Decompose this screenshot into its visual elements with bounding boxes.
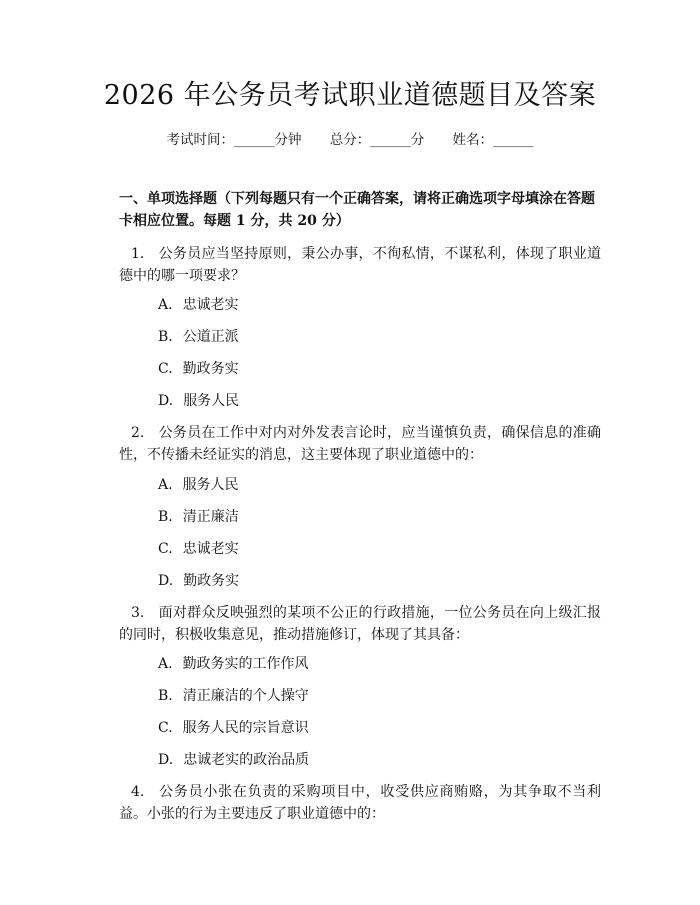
option-letter: D. — [158, 752, 174, 768]
option-letter: B. — [158, 688, 173, 704]
question-text: 面对群众反映强烈的某项不公正的行政措施，一位公务员在向上级汇报的同时，积极收集意见，推动措施修订，体现了其具备： — [119, 605, 601, 643]
option-3b — [158, 685, 309, 707]
name-blank: ______ — [493, 132, 534, 148]
option-text: 忠诚老实的政治品质 — [183, 752, 310, 768]
question-4 — [119, 781, 601, 825]
option-text: 服务人民 — [182, 477, 239, 493]
option-2d — [158, 570, 239, 592]
option-text: 忠诚老实 — [182, 297, 239, 313]
section-heading: 一、单项选择题（下列每题只有一个正确答案，请将正确选项字母填涂在答题卡相应位置。每题 1 分，共 20 分） — [119, 191, 595, 229]
option-text: 勤政务实的工作作风 — [182, 656, 309, 672]
option-text: 公道正派 — [182, 329, 239, 345]
total-score-blank: ______分 — [370, 132, 425, 148]
question-text: 公务员小张在负责的采购项目中，收受供应商贿赂，为其争取不当利益。小张的行为主要违反了职业道德中的： — [119, 784, 601, 822]
question-number: 4. — [131, 784, 145, 800]
option-1b — [158, 326, 239, 348]
question-1 — [119, 243, 601, 287]
name-field — [453, 132, 534, 148]
question-text: 公务员应当坚持原则，秉公办事，不徇私情，不谋私利，体现了职业道德中的哪一项要求？ — [119, 246, 601, 284]
option-letter: C. — [158, 541, 173, 557]
option-text: 清正廉洁的个人操守 — [182, 688, 309, 704]
option-text: 勤政务实 — [182, 361, 239, 377]
option-text: 服务人民 — [183, 393, 240, 409]
option-2b — [158, 506, 239, 528]
option-2a — [158, 474, 239, 496]
question-3 — [119, 602, 601, 646]
option-1d — [158, 390, 239, 412]
option-3c — [158, 717, 309, 739]
option-1c — [158, 358, 239, 380]
question-number: 2. — [131, 425, 145, 441]
option-letter: B. — [158, 509, 173, 525]
option-text: 忠诚老实 — [182, 541, 239, 557]
option-text: 勤政务实 — [183, 573, 240, 589]
page-title: 2026 年公务员考试职业道德题目及答案 — [103, 80, 597, 111]
name-label: 姓名： — [452, 132, 494, 148]
option-2c — [158, 538, 239, 560]
exam-info-line — [0, 129, 700, 151]
option-letter: C. — [158, 361, 173, 377]
option-letter: D. — [158, 393, 174, 409]
exam-time-blank: ______分钟 — [233, 132, 302, 148]
option-3d — [158, 749, 309, 771]
option-letter: A. — [158, 297, 173, 313]
exam-time-label: 考试时间： — [166, 132, 234, 148]
total-score-field — [330, 132, 425, 148]
option-letter: C. — [158, 720, 173, 736]
option-letter: B. — [158, 329, 173, 345]
option-3a — [158, 653, 309, 675]
question-text: 公务员在工作中对内对外发表言论时，应当谨慎负责，确保信息的准确性，不传播未经证实的消息，这主要体现了职业道德中的： — [119, 425, 601, 463]
option-letter: D. — [158, 573, 174, 589]
option-text: 服务人民的宗旨意识 — [182, 720, 309, 736]
exam-time-field — [166, 132, 301, 148]
option-1a — [158, 294, 239, 316]
option-text: 清正廉洁 — [182, 509, 239, 525]
option-letter: A. — [158, 656, 173, 672]
question-2 — [119, 422, 601, 466]
question-number: 1. — [131, 246, 145, 262]
option-letter: A. — [158, 477, 173, 493]
total-score-label: 总分： — [329, 132, 371, 148]
question-number: 3. — [131, 605, 145, 621]
